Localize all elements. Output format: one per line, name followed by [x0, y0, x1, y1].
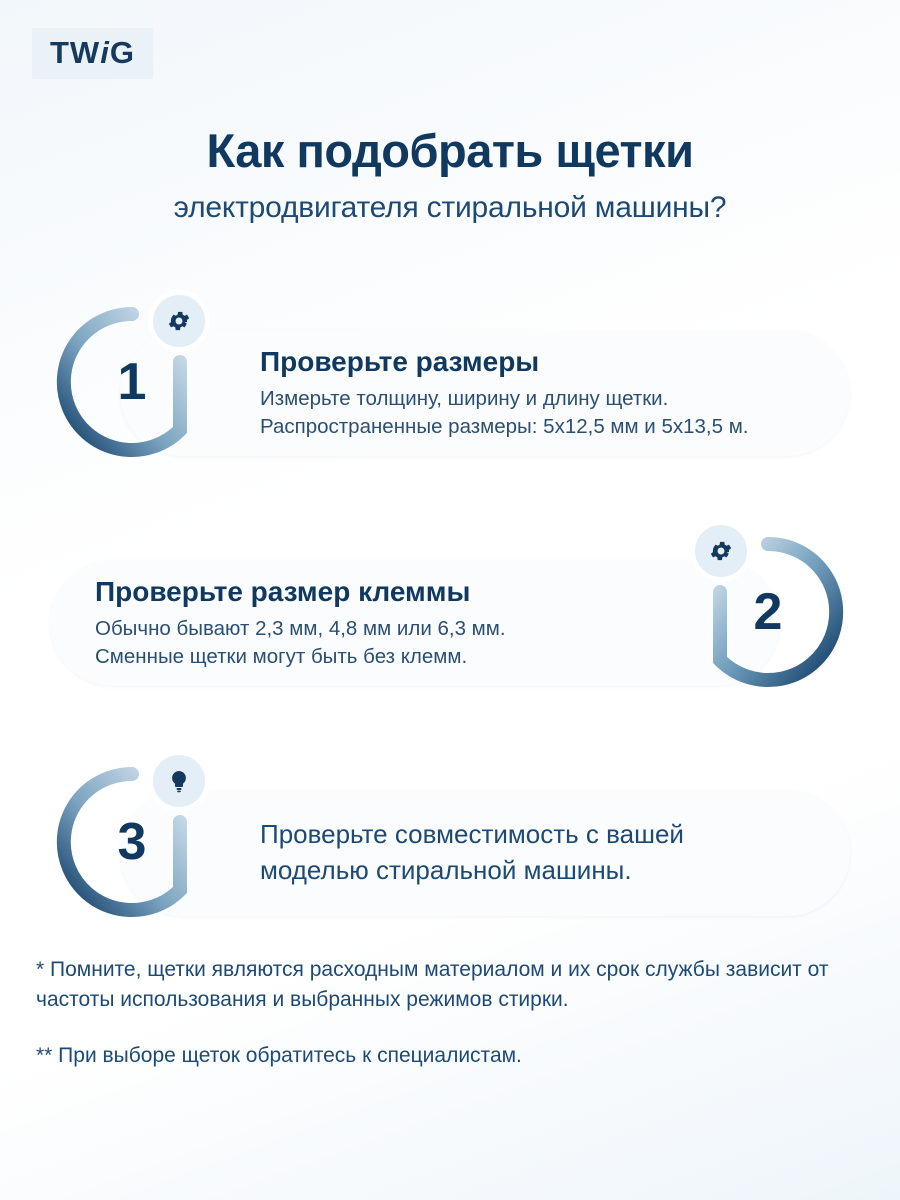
logo-italic-letter: i [100, 35, 110, 70]
step-card [50, 560, 780, 686]
steps-list [0, 290, 900, 925]
step-number: 1 [117, 353, 147, 411]
list-item [0, 290, 900, 465]
logo-prefix: TW [50, 35, 101, 70]
step-card [117, 330, 850, 456]
step-title: Проверьте размер клеммы [95, 575, 471, 607]
step-line: Обычно бывают 2,3 мм, 4,8 мм или 6,3 мм. [95, 616, 506, 640]
page-title: Как подобрать щетки [206, 124, 694, 177]
gear-icon [690, 520, 752, 582]
page-heading [0, 125, 900, 225]
footnote: * Помните, щетки являются расходным материалом и их срок службы зависит от частоты использования и выбранных режимов стирки. [36, 958, 829, 1011]
step-card [117, 790, 850, 916]
lightbulb-icon [148, 750, 210, 812]
step-title: Проверьте размеры [260, 345, 540, 377]
step-line: Распространенные размеры: 5x12,5 мм и 5x13,5 м. [260, 414, 749, 438]
gear-icon [148, 290, 210, 352]
page-subtitle: электродвигателя стиральной машины? [173, 190, 727, 224]
list-item [0, 520, 900, 695]
logo-suffix: G [109, 35, 135, 70]
step-line: Проверьте совместимость с вашей [260, 819, 684, 850]
step-line: Сменные щетки могут быть без клемм. [95, 644, 468, 668]
footnote: ** При выборе щеток обратитесь к специалистам. [36, 1043, 522, 1067]
brand-logo [32, 28, 153, 79]
brand-logo-text [50, 37, 135, 68]
step-number: 3 [117, 813, 147, 871]
list-item [0, 750, 900, 925]
footnotes [36, 955, 864, 1070]
step-line: Измерьте толщину, ширину и длину щетки. [260, 386, 669, 410]
step-number: 2 [753, 583, 783, 641]
step-line: моделью стиральной машины. [260, 855, 632, 885]
